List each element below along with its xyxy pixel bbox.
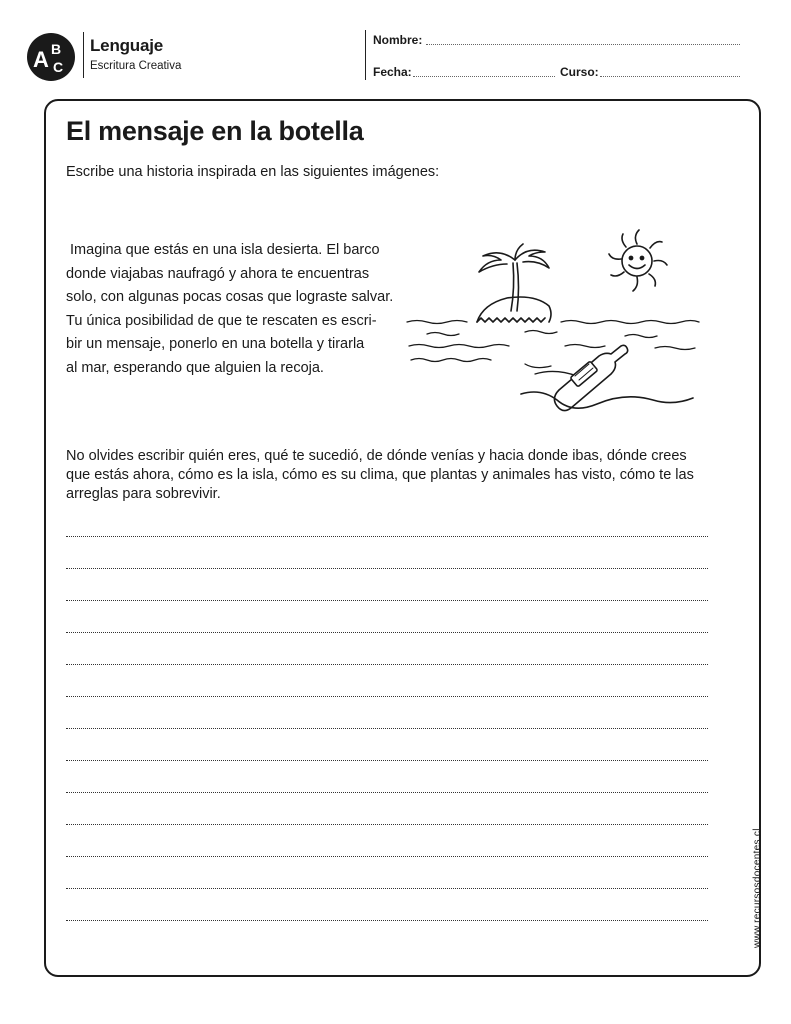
reminder-line: No olvides escribir quién eres, qué te sucedió, de dónde venías y hacia donde ibas, dónde crees [66, 448, 687, 464]
name-field[interactable] [426, 44, 740, 45]
subject-title: Lenguaje [90, 36, 164, 55]
story-line: al mar, esperando que alguien la recoja. [66, 359, 324, 376]
name-label: Nombre: [373, 33, 423, 47]
grade-label: Curso: [560, 65, 599, 79]
reminder-line: arreglas para sobrevivir. [66, 486, 221, 502]
story-line: Tu única posibilidad de que te rescaten es escri- [66, 312, 377, 329]
date-label: Fecha: [373, 65, 412, 79]
worksheet-title: El mensaje en la botella [66, 116, 364, 146]
writing-line[interactable] [66, 632, 708, 633]
story-prompt [66, 239, 396, 380]
bottle-icon [554, 345, 627, 410]
grade-field[interactable] [600, 76, 740, 77]
writing-line[interactable] [66, 888, 708, 889]
writing-line[interactable] [66, 568, 708, 569]
logo-letter-c: C [53, 59, 64, 75]
writing-line[interactable] [66, 536, 708, 537]
writing-line[interactable] [66, 728, 708, 729]
story-line: bir un mensaje, ponerlo en una botella y tirarla [66, 336, 365, 352]
story-line: Imagina que estás en una isla desierta. El barco [66, 242, 380, 258]
website-watermark: www.recursosdocentes.cl [752, 828, 763, 948]
story-line: donde viajabas naufragó y ahora te encuentras [66, 265, 370, 282]
form-divider [365, 30, 366, 80]
date-field[interactable] [413, 76, 555, 77]
writing-line[interactable] [66, 600, 708, 601]
instruction-text: Escribe una historia inspirada en las siguientes imágenes: [66, 164, 440, 180]
brand-divider [83, 32, 84, 78]
palm-tree-icon [479, 244, 549, 311]
sea-waves-icon [407, 321, 699, 377]
island-icon [477, 297, 551, 322]
writing-line[interactable] [66, 696, 708, 697]
shore-icon [521, 392, 693, 408]
logo-letter-b: B [51, 41, 62, 57]
reminder-line: que estás ahora, cómo es la isla, cómo es su clima, que plantas y animales has visto, cómo te las [66, 467, 694, 483]
sun-icon [609, 230, 667, 291]
writing-line[interactable] [66, 856, 708, 857]
writing-line[interactable] [66, 920, 708, 921]
island-bottle-sun-illustration [405, 218, 710, 418]
writing-line[interactable] [66, 664, 708, 665]
subject-subtitle: Escritura Creativa [90, 60, 182, 72]
writing-guidelines [66, 447, 706, 504]
abc-logo [26, 32, 76, 82]
writing-line[interactable] [66, 792, 708, 793]
story-line: solo, con algunas pocas cosas que lograste salvar. [66, 289, 394, 305]
writing-line[interactable] [66, 824, 708, 825]
writing-line[interactable] [66, 760, 708, 761]
logo-letter-a: A [33, 47, 49, 72]
